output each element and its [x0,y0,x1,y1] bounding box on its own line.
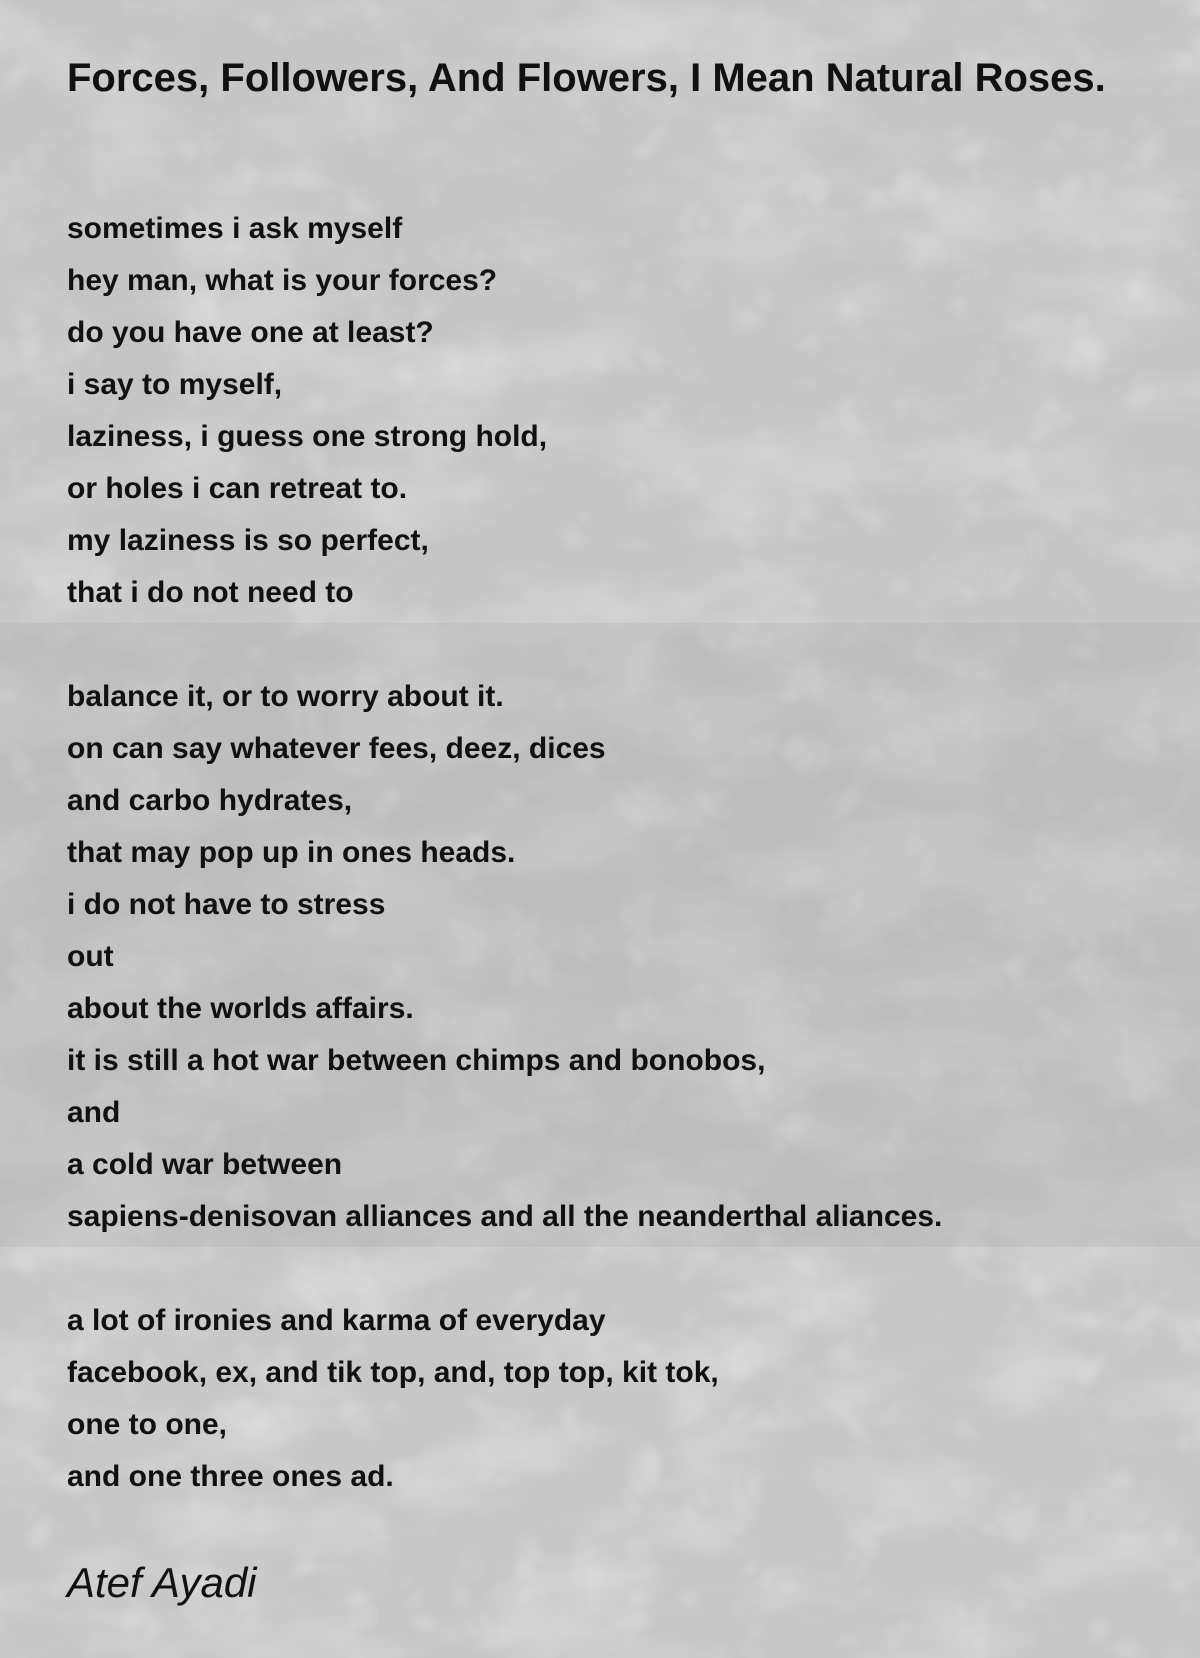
poem-line: about the worlds affairs. [67,992,414,1025]
poem-line: that may pop up in ones heads. [67,836,516,869]
poem-line: a lot of ironies and karma of everyday [67,1304,606,1337]
poem-line: laziness, i guess one strong hold, [67,420,548,453]
stanza [67,203,547,619]
poem-line: and one three ones ad. [67,1460,394,1493]
poem-line: out [67,940,114,973]
poem-line: i do not have to stress [67,888,386,921]
poem-line: do you have one at least? [67,316,434,349]
poem-line: or holes i can retreat to. [67,472,408,505]
poem-line: a cold war between [67,1148,343,1181]
poem-title: Forces, Followers, And Flowers, I Mean Natural Roses. [67,56,1106,100]
poem-line: it is still a hot war between chimps and bonobos, [67,1044,766,1077]
stanza [67,1295,719,1503]
poem-line: sometimes i ask myself [67,212,403,245]
poem-line: balance it, or to worry about it. [67,680,504,713]
stanza [67,671,942,1243]
poem-line: that i do not need to [67,576,354,609]
poem-line: my laziness is so perfect, [67,524,429,557]
poem-line: i say to myself, [67,368,283,401]
poem-line: on can say whatever fees, deez, dices [67,732,606,765]
poem-line: sapiens-denisovan alliances and all the neanderthal aliances. [67,1200,943,1233]
poem-line: facebook, ex, and tik top, and, top top, kit tok, [67,1356,719,1389]
poem-line: hey man, what is your forces? [67,264,498,297]
poem-line: and carbo hydrates, [67,784,353,817]
poem-line: and [67,1096,121,1129]
poem-line: one to one, [67,1408,227,1441]
author-name: Atef Ayadi [67,1559,257,1606]
